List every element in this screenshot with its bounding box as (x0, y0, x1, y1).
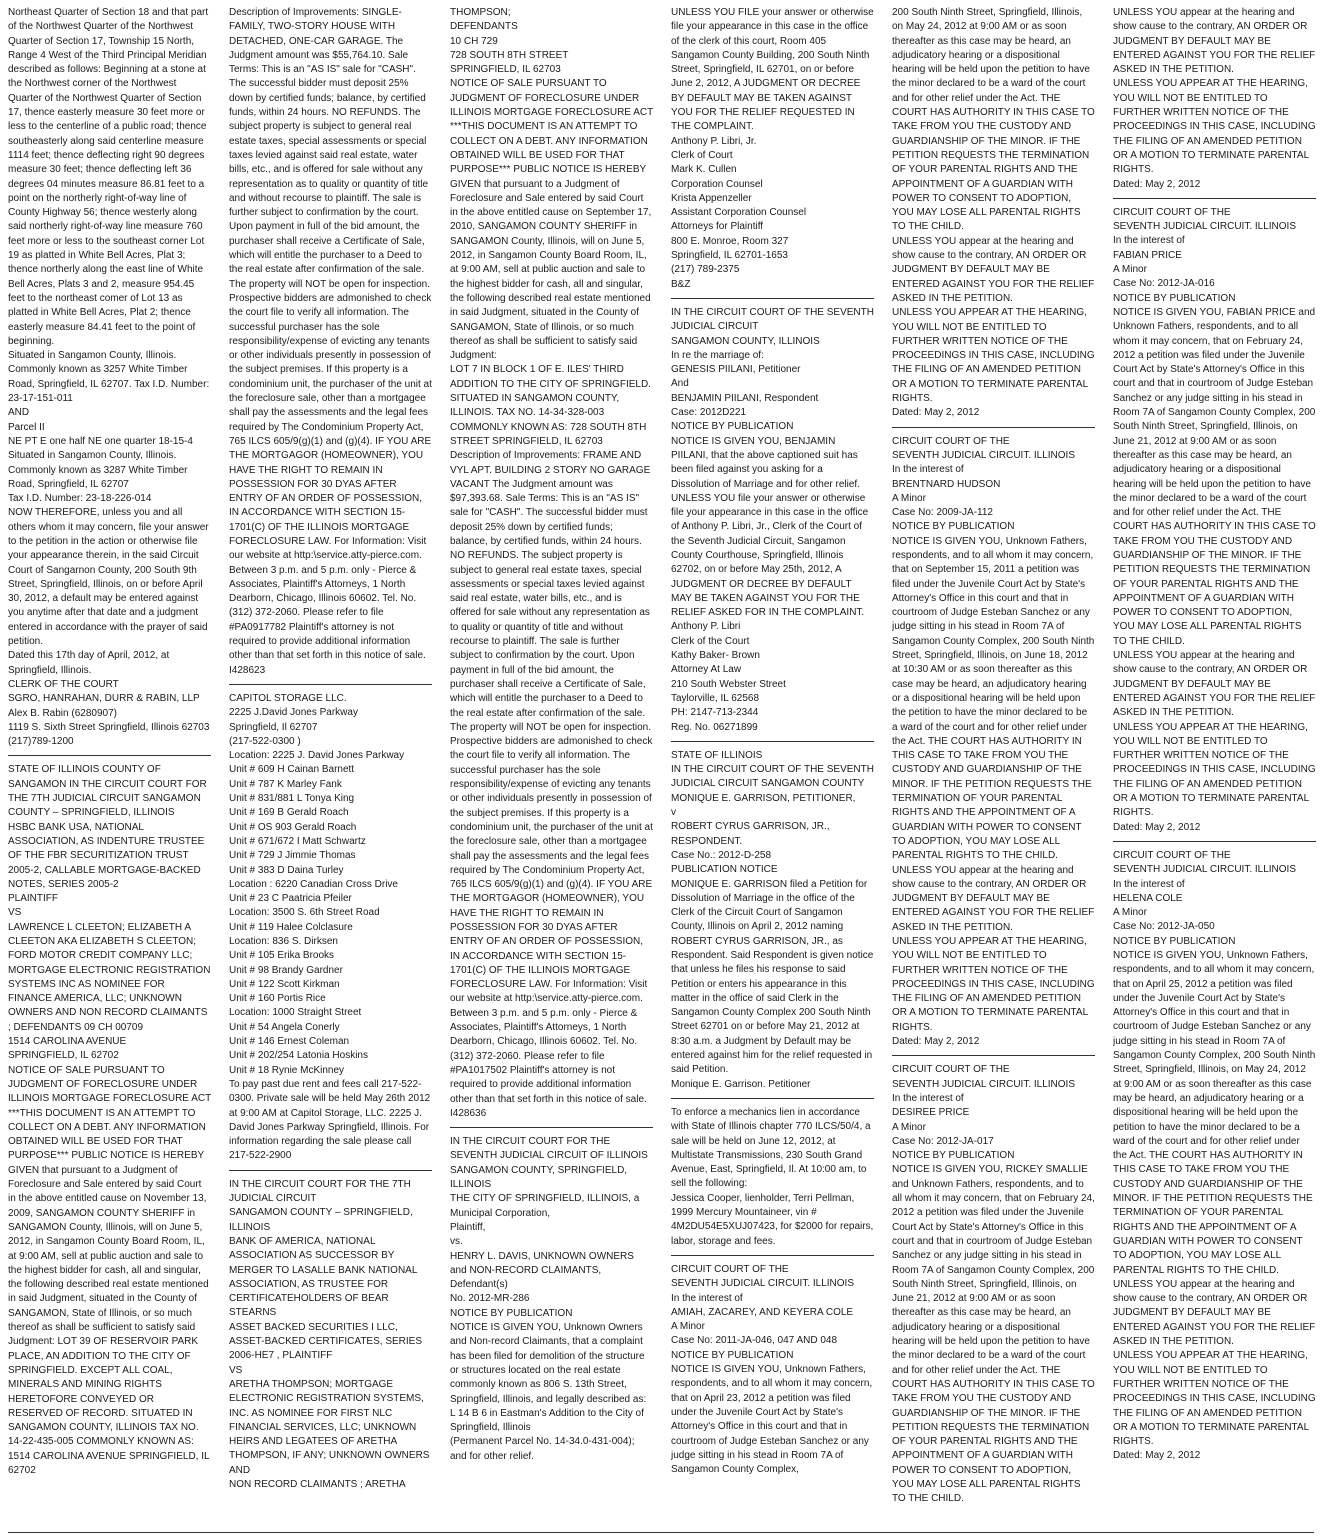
notice-line: 2225 J.David Jones Parkway (229, 707, 358, 719)
notice-line: CIRCUIT COURT OF THE (1113, 206, 1231, 218)
notice-line: Anthony P. Libri (671, 621, 741, 633)
notice-line: HELENA COLE (1113, 892, 1183, 904)
notice-divider (1113, 841, 1316, 842)
notice-line: BANK OF AMERICA, NATIONAL ASSOCIATION AS SUCCESSOR BY MERGER TO LASALLE BANK NATIONAL ASSOCIATION, AS TRUSTEE FOR CERTIFICATEHOLDERS OF BEAR STEARNS (229, 1235, 418, 1319)
notice-line: (217) 789-2375 (671, 264, 740, 276)
notice-line: Taylorville, IL 62568 (671, 692, 760, 704)
notice-line: Corporation Counsel (671, 178, 763, 190)
legal-notice (892, 1063, 1095, 1506)
notice-divider (1113, 198, 1316, 199)
notice-line: NON RECORD CLAIMANTS ; ARETHA (229, 1478, 406, 1490)
notice-line: SEVENTH JUDICIAL CIRCUIT. ILLINOIS (1113, 221, 1296, 233)
notice-line: UNLESS YOU APPEAR AT THE HEARING, YOU WILL NOT BE ENTITLED TO FURTHER WRITTEN NOTICE OF THE PROCEEDINGS IN THIS CASE, INCLUDING THE FILING OF AN AMENDED PETITION OR A MOTION TO TERMINATE PARENTAL RIGHTS. (1113, 78, 1316, 176)
notice-line: Commonly known as 3257 White Timber Road, Springfield, IL 62707. Tax I.D. Number: 23-17-151-011 (8, 364, 210, 405)
notice-line: 10 CH 729 (450, 35, 498, 47)
notice-line: Case No.: 2012-D-258 (671, 849, 772, 861)
notice-line: No. 2012-MR-286 (450, 1293, 530, 1305)
notice-line: Unit # 105 Erika Brooks (229, 950, 335, 962)
notice-line: Unit # 122 Scott Kirkman (229, 978, 340, 990)
notice-line: 800 E. Monroe, Room 327 (671, 235, 789, 247)
notice-line: MONIQUE E. GARRISON filed a Petition for Dissolution of Marriage in the office of the Clerk of the Circuit Court of Sangamon County, Illinois on April 2, 2012 naming ROBERT CYRUS GARRISON, JR., as Respondent. Said Respondent is given notice that unless he files his response to said Petition or enters his appearance in this matter in the office of said Clerk in the Sangamon County Complex 200 South Ninth Street 62701 on or before May 21, 2012 at 8:30 a.m. a Judgment by Default may be entered against him for the relief requested in said Petition. (671, 878, 874, 1076)
notice-line: Mark K. Cullen (671, 164, 737, 176)
notice-line: CAPITOL STORAGE LLC. (229, 692, 347, 704)
notice-line: I428623 (229, 664, 266, 676)
notice-line: UNLESS YOU appear at the hearing and show cause to the contrary, AN ORDER OR JUDGMENT BY DEFAULT MAY BE ENTERED AGAINST YOU FOR THE RELIEF ASKED IN THE PETITION. (892, 864, 1095, 933)
notice-divider (892, 1055, 1095, 1056)
legal-notices-page (8, 6, 1314, 1528)
legal-notice (229, 1178, 432, 1493)
legal-notice (671, 1263, 874, 1477)
notice-line: PUBLICATION NOTICE (671, 864, 778, 876)
notice-line: NOTICE IS GIVEN YOU, Unknown Owners and Non-record Claimants, that a complaint has been filed for demolition of the structure or structures located on the real estate commonly known as 806 S. 13th Street, Springfield, Illinois, and legally described as: (450, 1322, 647, 1405)
legal-notice (1113, 849, 1316, 1464)
notice-line: SANGAMON COUNTY, SPRINGFIELD, ILLINOIS (450, 1164, 628, 1191)
notice-line: A Minor (1113, 264, 1147, 276)
notice-line: NOTICE IS GIVEN YOU, FABIAN PRICE and Unknown Fathers, respondents, and to all whom it may concern, that on February 24, 2012 a petition was filed under the Juvenile Court Act by State's Attorney's Office in this court and that in courtroom of Judge Esteban Sanchez or any judge sitting in his stead in Room 7A of Sangamon County Complex, 200 South Ninth Street, Springfield, Illinois, on June 21, 2012 at 9:00 AM or as soon thereafter as this case may be heard, an adjudicatory hearing or a dispositional hearing will be held upon the petition to have the minor declared to be a ward of the court and for other relief under the Act. THE COURT HAS AUTHORITY IN THIS CASE TO TAKE FROM YOU THE CUSTODY AND GUARDIANSHIP OF THE MINOR. IF THE PETITION REQUESTS THE TERMINATION OF YOUR PARENTAL RIGHTS AND THE APPOINTMENT OF A GUARDIAN WITH POWER TO CONSENT TO ADOPTION, YOU MAY LOSE ALL PARENTAL RIGHTS TO THE CHILD. (1113, 306, 1316, 647)
notice-line: CIRCUIT COURT OF THE (1113, 849, 1231, 861)
notice-line: Attorneys for Plaintiff (671, 221, 764, 233)
notice-line: SANGAMON COUNTY, ILLINOIS (671, 335, 820, 347)
notice-line: NOTICE BY PUBLICATION (892, 521, 1015, 533)
notice-line: Unit # 202/254 Latonia Hoskins (229, 1050, 368, 1062)
notice-line: Clerk of the Court (671, 635, 750, 647)
notice-line: Location: 3500 S. 6th Street Road (229, 907, 380, 919)
notice-line: ROBERT CYRUS GARRISON, JR., RESPONDENT. (671, 821, 830, 847)
notice-line: Parcel II (8, 421, 45, 433)
notice-line: THE CITY OF SPRINGFIELD, ILLINOIS, a Municipal Corporation, (450, 1193, 640, 1219)
notice-line: Dated: May 2, 2012 (892, 407, 980, 419)
notice-line: Kathy Baker- Brown (671, 650, 760, 662)
notice-line: A Minor (1113, 907, 1147, 919)
notice-line: Case No: 2012-JA-016 (1113, 278, 1215, 290)
notice-line: A Minor (892, 1121, 926, 1133)
notice-line: BENJAMIN PIILANI, Respondent (671, 392, 819, 404)
notice-line: NOTICE BY PUBLICATION (892, 1150, 1015, 1162)
legal-notice (671, 6, 874, 292)
column-4 (671, 6, 874, 1528)
column-3 (450, 6, 653, 1528)
notice-line: I428636 (450, 1107, 487, 1119)
notice-line: B&Z (671, 278, 691, 290)
notice-line: FABIAN PRICE (1113, 249, 1182, 261)
legal-notice (671, 749, 874, 1092)
notice-line: SPRINGFIELD, IL 62703 (450, 64, 561, 76)
notice-line: Unit # 671/672 I Matt Schwartz (229, 835, 366, 847)
notice-line: Location: 1000 Straight Street (229, 1007, 362, 1019)
notice-line: ARETHA THOMPSON; MORTGAGE ELECTRONIC REGISTRATION SYSTEMS, INC. AS NOMINEE FOR FIRST NLC FINANCIAL SERVICES, LLC; UNKNOWN HEIRS AND LEGATEES OF ARETHA THOMPSON, IF ANY; UNKNOWN OWNERS AND (229, 1378, 430, 1476)
legal-notice (671, 306, 874, 735)
notice-line: Attorney At Law (671, 664, 742, 676)
notice-line: UNLESS YOU APPEAR AT THE HEARING, YOU WILL NOT BE ENTITLED TO FURTHER WRITTEN NOTICE OF THE PROCEEDINGS IN THIS CASE, INCLUDING THE FILING OF AN AMENDED PETITION OR A MOTION TO TERMINATE PARENTAL RIGHTS. (892, 936, 1095, 1033)
notice-line: HENRY L. DAVIS, UNKNOWN OWNERS and NON-RECORD CLAIMANTS, Defendant(s) (450, 1250, 634, 1291)
notice-line: Unit # 831/881 L Tonya King (229, 793, 355, 805)
column-5 (892, 6, 1095, 1528)
column-6 (1113, 6, 1316, 1528)
notice-line: PH: 2147-713-2344 (671, 707, 759, 719)
notice-divider (892, 427, 1095, 428)
notice-line: Springfield, Il 62707 (229, 721, 318, 733)
notice-line: NOTICE BY PUBLICATION (671, 1349, 794, 1361)
notice-divider (671, 741, 874, 742)
notice-line: Unit # 787 K Marley Fank (229, 778, 342, 790)
column-2 (229, 6, 432, 1528)
notice-line: UNLESS YOU file your answer or otherwise file your appearance in this case in the office of Anthony P. Libri, Jr., Clerk of the Court of the Seventh Judicial Circuit, Sangamon County Courthouse, Springfield, Illinois 62702, on or before May 25th, 2012, A JUDGMENT OR DECREE BY DEFAULT MAY BE TAKEN AGAINST YOU FOR THE RELIEF ASKED FOR IN THE COMPLAINT. (671, 492, 869, 619)
notice-line: Unit # OS 903 Gerald Roach (229, 821, 357, 833)
notice-line: Commonly known as 3287 White Timber Road, Springfield, IL 62707 (8, 464, 188, 490)
notice-line: IN THE CIRCUIT COURT OF THE SEVENTH JUDICIAL CIRCUIT (671, 306, 874, 333)
notice-line: NOTICE IS GIVEN YOU, Unknown Fathers, respondents, and to all whom it may concern, that on September 15, 2011 a petition was filed under the Juvenile Court Act by State's Attorney's Office in this court and that in courtroom of Judge Esteban Sanchez or any judge sitting in his stead in Room 7A of Sangamon County Complex, 200 South Ninth Street, Springfield, Illinois, on June 18, 2012 at 10:30 AM or as soon thereafter as this case may be heard, an adjudicatory hearing or a dispositional hearing will be held upon the petition to have the minor declared to be a ward of the court and for other relief under the Act. THE COURT HAS AUTHORITY IN THIS CASE TO TAKE FROM YOU THE CUSTODY AND GUARDIANSHIP OF THE MINOR. IF THE PETITION REQUESTS THE TERMINATION OF YOUR PARENTAL RIGHTS AND THE APPOINTMENT OF A GUARDIAN WITH POWER TO CONSENT TO ADOPTION, YOU MAY LOSE ALL PARENTAL RIGHTS TO THE CHILD. (892, 535, 1095, 862)
legal-notice (229, 6, 432, 678)
notice-line: STATE OF ILLINOIS COUNTY OF SANGAMON IN THE CIRCUIT COURT FOR THE 7TH JUDICIAL CIRCUIT SANGAMON COUNTY – SPRINGFIELD, ILLINOIS (8, 764, 207, 819)
notice-line: Description of Improvements: SINGLE-FAMILY, TWO-STORY HOUSE WITH DETACHED, ONE-CAR GARAGE. The Judgment amount was $55,764.10. Sale Terms: This is an "AS IS" sale for "CASH". The successful bidder must deposit 25% down by certified funds; balance, by certified funds, within 24 hours. NO REFUNDS. The subject property is subject to general real estate taxes, special assessments or special taxes levied against said real estate, water bills, etc., and is offered for sale without any representation as to quality or quantity of title and without recourse to plaintiff. The sale is further subject to confirmation by the court. Upon payment in full of the bid amount, the purchaser shall receive a Certificate of Sale, which will entitle the purchaser to a Deed to the real estate after confirmation of the sale. The property will NOT be open for inspection. Prospective bidders are admonished to check the court file to verify all information. The successful purchaser has the sole responsibility/expense of evicting any tenants or other individuals presently in possession of the subject premises. If this property is a condominium unit, the purchaser of the unit at the foreclosure sale, other than a mortgagee shall pay the assessments and the legal fees required by The Condominium Property Act, 765 ILCS 605/9(g)(1) and (g)(4). IF YOU ARE THE MORTGAGOR (HOMEOWNER), YOU HAVE THE RIGHT TO REMAIN IN POSSESSION FOR 30 DYAS AFTER ENTRY OF AN ORDER OF POSSESSION, IN ACCORDANCE WITH SECTION 15-1701(C) OF THE ILLINOIS MORTGAGE FORECLOSURE LAW. For Information: Visit our website at http:\service.atty-pierce.com. Between 3 p.m. and 5 p.m. only - Pierce & Associates, Plaintiff's Attorneys, 1 North Dearborn, Chicago, Illinois 60602. Tel. No. (312) 372-2060. Please refer to file #PA0917782 Plaintiff's attorney is not required to provide additional information other than that set forth in this notice of sale. (229, 7, 432, 662)
notice-line: Location : 6220 Canadian Cross Drive (229, 878, 398, 890)
notice-line: UNLESS YOU appear at the hearing and show cause to the contrary, AN ORDER OR JUDGMENT BY DEFAULT MAY BE ENTERED AGAINST YOU FOR THE RELIEF ASKED IN THE PETITION. (1113, 650, 1316, 719)
legal-notice (450, 6, 653, 1121)
notice-line: CIRCUIT COURT OF THE (892, 1064, 1010, 1076)
notice-line: PLAINTIFF (8, 893, 59, 905)
notice-line: UNLESS YOU appear at the hearing and show cause to the contrary, AN ORDER OR JUDGMENT BY DEFAULT MAY BE ENTERED AGAINST YOU FOR THE RELIEF ASKED IN THE PETITION. (1113, 1278, 1316, 1348)
notice-line: AND (8, 407, 30, 419)
notice-divider (229, 1170, 432, 1171)
notice-line: Unit # 146 Ernest Coleman (229, 1036, 350, 1048)
notice-line: UNLESS YOU APPEAR AT THE HEARING, YOU WILL NOT BE ENTITLED TO FURTHER WRITTEN NOTICE OF THE PROCEEDINGS IN THIS CASE, INCLUDING THE FILING OF AN AMENDED PETITION OR A MOTION TO TERMINATE PARENTAL RIGHTS. (1113, 1350, 1316, 1448)
notice-line: UNLESS YOU appear at the hearing and show cause to the contrary, AN ORDER OR JUDGMENT BY DEFAULT MAY BE ENTERED AGAINST YOU FOR THE RELIEF ASKED IN THE PETITION. (1113, 7, 1316, 76)
legal-notice (450, 1135, 653, 1464)
notice-divider (450, 1127, 653, 1128)
notice-line: Dated this 17th day of April, 2012, at Springfield, Illinois. (8, 650, 170, 676)
notice-line: Case: 2012D221 (671, 407, 747, 419)
notice-line: DEFENDANTS (450, 21, 518, 33)
legal-notice (229, 692, 432, 1164)
notice-line: NOTICE OF SALE PURSUANT TO JUDGMENT OF FORECLOSURE UNDER ILLINOIS MORTGAGE FORECLOSURE ACT ***THIS DOCUMENT IS AN ATTEMPT TO COLLECT ON A DEBT. ANY INFORMATION OBTAINED WILL BE USED FOR THAT PURPOSE*** PUBLIC NOTICE IS HEREBY GIVEN that pursuant to a Judgment of Foreclosure and Sale entered by said Court in the above entitled cause on November 13, 2009, SANGAMON COUNTY SHERIFF in SANGAMON County, Illinois, will on June 5, 2012, in Sangamon County Board Room, IL, at 9:00 AM, sell at public auction and sale to the highest bidder for cash, all and singular, the following described real estate mentioned in said Judgment, situated in the County of SANGAMON, State of Illinois, or so much thereof as shall be sufficient to satisfy said Judgment: LOT 39 OF RESERVOIR PARK PLACE, AN ADDITION TO THE CITY OF SPRINGFIELD. EXCEPT ALL COAL, MINERALS AND MINING RIGHTS HERETOFORE CONVEYED OR RESERVED OF RECORD. SITUATED IN SANGAMON COUNTY, ILLINOIS TAX NO. 14-22-435-005 COMMONLY KNOWN AS: 1514 CAROLINA AVENUE SPRINGFIELD, IL 62702 (8, 1064, 211, 1476)
notice-line: Unit # 54 Angela Conerly (229, 1021, 340, 1033)
notice-line: Location: 836 S. Dirksen (229, 936, 338, 947)
legal-notice (1113, 6, 1316, 192)
notice-line: GENESIS PIILANI, Petitioner (671, 364, 801, 376)
notice-line: Case No: 2011-JA-046, 047 AND 048 (671, 1335, 838, 1347)
notice-line: L 14 B 6 in Eastman's Addition to the City of Springfield, Illinois (450, 1407, 644, 1434)
notice-line: In the interest of (671, 1292, 743, 1304)
notice-line: Unit # 383 D Daina Turley (229, 864, 344, 876)
notice-line: 728 SOUTH 8TH STREET (450, 49, 569, 61)
notice-line: BRENTNARD HUDSON (892, 478, 1001, 490)
notice-line: NOTICE BY PUBLICATION (671, 421, 794, 433)
notice-line: Case No: 2012-JA-017 (892, 1135, 994, 1147)
notice-line: (217-522-0300 ) (229, 735, 301, 747)
notice-line: SEVENTH JUDICIAL CIRCUIT. ILLINOIS (892, 449, 1075, 461)
notice-line: NOTICE BY PUBLICATION (1113, 292, 1236, 304)
column-1 (8, 6, 211, 1528)
notice-line: Springfield, IL 62701-1653 (671, 250, 788, 262)
legal-notice (892, 435, 1095, 1050)
notice-line: 210 South Webster Street (671, 678, 786, 690)
notice-line: AMIAH, ZACAREY, AND KEYERA COLE (671, 1306, 854, 1318)
notice-line: A Minor (892, 492, 926, 504)
notice-line: Assistant Corporation Counsel (671, 207, 807, 219)
notice-divider (671, 1098, 874, 1099)
notice-line: 200 South Ninth Street, Springfield, Illinois, on May 24, 2012 at 9:00 AM or as soon thereafter as this case may be heard, an adjudicatory hearing or a dispositional hearing will be held upon the petition to have the minor declared to be a ward of the court and for other relief under the Act. THE COURT HAS AUTHORITY IN THIS CASE TO TAKE FROM YOU THE CUSTODY AND GUARDIANSHIP OF THE MINOR. IF THE PETITION REQUESTS THE TERMINATION OF YOUR PARENTAL RIGHTS AND THE APPOINTMENT OF A GUARDIAN WITH POWER TO CONSENT TO ADOPTION, YOU MAY LOSE ALL PARENTAL RIGHTS TO THE CHILD. (892, 7, 1095, 233)
notice-line: IN THE CIRCUIT COURT FOR THE SEVENTH JUDICIAL CIRCUIT OF ILLINOIS (450, 1136, 648, 1162)
page-bottom-rule (8, 1532, 1314, 1533)
notice-line: SPRINGFIELD, IL 62702 (8, 1050, 119, 1062)
notice-line: UNLESS YOU appear at the hearing and show cause to the contrary, AN ORDER OR JUDGMENT BY DEFAULT MAY BE ENTERED AGAINST YOU FOR THE RELIEF ASKED IN THE PETITION. (892, 235, 1095, 304)
notice-line: SEVENTH JUDICIAL CIRCUIT. ILLINOIS (671, 1278, 854, 1290)
notice-line: STATE OF ILLINOIS (671, 749, 763, 761)
notice-line: Jessica Cooper, lienholder, Terri Pellman, 1999 Mercury Mountaineer, vin # 4M2DU54E5XUJ07423, for $2000 for repairs, labor, storage and fees. (671, 1192, 874, 1247)
notice-line: Plaintiff, (450, 1221, 486, 1233)
notice-line: MONIQUE E. GARRISON, PETITIONER, (671, 792, 856, 804)
notice-line: Northeast Quarter of Section 18 and that part of the Northwest Quarter of the Northwest Quarter of Section 17, Township 15 North, Range 4 West of the Third Principal Meridian described as follows: Beginning at a stone at the Northwest corner of the Northwest Quarter of the Northwest Quarter of Section 17, thence easterly measure 30 feet more or less to the centerline of a public road; thence southeasterly along said centerline measure 1114 feet; thence deflecting right 90 degrees measure 30 feet; thence deflecting left 36 degrees 04 minutes measure 86.81 feet to a point on the northerly right-of-way line of County Highway 56; thence westerly along said northerly right-of-way line measure 760 feet more or less to the southeast corner Lot 19 as platted in White Bell Acres, Plat 3; thence northerly along the east line of White Bell Acres, Plats 3 and 2, measure 954.45 feet to the northeast comer of Lot 13 as platted in White Bell Acres, Plat 2; thence easterly measure 84.41 feet to the point of beginning. (8, 7, 209, 347)
legal-notice (8, 763, 211, 1478)
notice-line: Unit # 18 Rynie McKinney (229, 1064, 345, 1076)
notice-line: SEVENTH JUDICIAL CIRCUIT. ILLINOIS (1113, 864, 1296, 876)
notice-line: Unit # 119 Halee Colclasure (229, 921, 353, 933)
notice-line: To enforce a mechanics lien in accordance with State of Illinois chapter 770 ILCS/50/4, a sale will be held on June 12, 2012, at Multistate Transmissions, 230 South Grand Avenue, East, Springfield, Il. At 10:00 am, to sell the following: (671, 1106, 871, 1190)
notice-line: IN THE CIRCUIT COURT FOR THE 7TH JUDICIAL CIRCUIT (229, 1178, 411, 1205)
legal-notice (1113, 206, 1316, 835)
notice-line: And (671, 378, 689, 390)
notice-line: LAWRENCE L CLEETON; ELIZABETH A CLEETON AKA ELIZABETH S CLEETON; FORD MOTOR CREDIT COMPANY LLC; MORTGAGE ELECTRONIC REGISTRATION SYSTEMS INC AS NOMINEE FOR FINANCE AMERICA, LLC; UNKNOWN OWNERS AND NON RECORD CLAIMANTS ; DEFENDANTS 09 CH 00709 (8, 921, 211, 1033)
notice-line: DESIREE PRICE (892, 1107, 970, 1119)
notice-line: Unit # 23 C Paatricia Pfeiler (229, 893, 352, 905)
notice-line: Case No: 2012-JA-050 (1113, 921, 1215, 933)
notice-line: A Minor (671, 1321, 705, 1333)
notice-line: NOTICE BY PUBLICATION (450, 1307, 573, 1319)
notice-line: Unit # 609 H Cainan Barnett (229, 764, 355, 776)
notice-line: Krista Appenzeller (671, 192, 752, 204)
notice-line: v (671, 807, 676, 819)
notice-line: UNLESS YOU FILE your answer or otherwise file your appearance in this case in the office of the clerk of this court, Room 405 Sangamon County Building, 200 South Ninth Street, Springfield, IL 62701, on or before June 2, 2012, A JUDGMENT OR DECREE BY DEFAULT MAY BE TAKEN AGAINST YOU FOR THE RELIEF REQUESTED IN THE COMPLAINT. (671, 7, 874, 133)
notice-line: CIRCUIT COURT OF THE (671, 1263, 789, 1275)
notice-line: In the interest of (1113, 878, 1185, 890)
legal-notice (892, 6, 1095, 421)
notice-line: Alex B. Rabin (6280907) (8, 707, 117, 719)
notice-line: Tax I.D. Number: 23-18-226-014 (8, 493, 152, 505)
notice-line: Dated: May 2, 2012 (1113, 178, 1201, 190)
notice-line: To pay past due rent and fees call 217-522-0300. Private sale will be held May 26th 2012 at 9:00 AM at Capitol Storage, LLC. 2225 J. David Jones Parkway Springfield, Illinois. For information regarding the sale please call 217-522-2900 (229, 1078, 431, 1162)
notice-divider (229, 684, 432, 685)
notice-line: In re the marriage of: (671, 349, 764, 361)
notice-line: Anthony P. Libri, Jr. (671, 135, 757, 147)
notice-line: Unit # 169 B Gerald Roach (229, 807, 349, 819)
notice-line: 1514 CAROLINA AVENUE (8, 1036, 127, 1048)
notice-line: Unit # 98 Brandy Gardner (229, 964, 343, 976)
notice-line: Unit # 160 Portis Rice (229, 993, 326, 1005)
legal-notice (671, 1106, 874, 1249)
notice-line: Location: 2225 J. David Jones Parkway (229, 750, 405, 762)
notice-line: Unit # 729 J Jimmie Thomas (229, 850, 356, 862)
notice-line: NOTICE IS GIVEN YOU, RICKEY SMALLIE and Unknown Fathers, respondents, and to all whom it may concern, that on February 24, 2012 a petition was filed under the Juvenile Court Act by State's Attorney's Office in this court and that in courtroom of Judge Esteban Sanchez or any judge sitting in his stead in Room 7A of Sangamon County Complex, 200 South Ninth Street, Springfield, Illinois, on June 21, 2012 at 9:00 AM or as soon thereafter as this case may be heard, an adjudicatory hearing or a dispositional hearing will be held upon the petition to have the minor declared to be a ward of the court and for other relief under the Act. THE COURT HAS AUTHORITY IN THIS CASE TO TAKE FROM YOU THE CUSTODY AND GUARDIANSHIP OF THE MINOR. IF THE PETITION REQUESTS THE TERMINATION OF YOUR PARENTAL RIGHTS AND THE APPOINTMENT OF A GUARDIAN WITH POWER TO CONSENT TO ADOPTION, YOU MAY LOSE ALL PARENTAL RIGHTS TO THE CHILD. (892, 1164, 1095, 1505)
notice-line: NOTICE BY PUBLICATION (1113, 935, 1236, 947)
notice-line: SEVENTH JUDICIAL CIRCUIT. ILLINOIS (892, 1078, 1075, 1090)
notice-line: NE PT E one half NE one quarter 18-15-4 Situated in Sangamon County, Illinois. (8, 435, 193, 462)
notice-line: Clerk of Court (671, 149, 733, 161)
notice-line: VS (229, 1364, 243, 1376)
notice-line: UNLESS YOU APPEAR AT THE HEARING, YOU WILL NOT BE ENTITLED TO FURTHER WRITTEN NOTICE OF THE PROCEEDINGS IN THIS CASE, INCLUDING THE FILING OF AN AMENDED PETITION OR A MOTION TO TERMINATE PARENTAL RIGHTS. (1113, 721, 1316, 819)
notice-line: VS (8, 907, 22, 919)
notice-line: Dated: May 2, 2012 (1113, 1450, 1201, 1462)
notice-line: NOTICE OF SALE PURSUANT TO JUDGMENT OF FORECLOSURE UNDER ILLINOIS MORTGAGE FORECLOSURE ACT ***THIS DOCUMENT IS AN ATTEMPT TO COLLECT ON A DEBT. ANY INFORMATION OBTAINED WILL BE USED FOR THAT PURPOSE*** PUBLIC NOTICE IS HEREBY GIVEN that pursuant to a Judgment of Foreclosure and Sale entered by said Court in the above entitled cause on September 17, 2010, SANGAMON COUNTY SHERIFF in SANGAMON County, Illinois, will on June 5, 2012, in Sangamon County Board Room, IL, at 9:00 AM, sell at public auction and sale to the highest bidder for cash, all and singular, the following described real estate mentioned in said Judgment, situated in the County of SANGAMON, State of Illinois, or so much thereof as shall be sufficient to satisfy said Judgment: (450, 78, 653, 362)
notice-line: In the interest of (892, 1092, 964, 1104)
notice-line: Dated: May 2, 2012 (1113, 821, 1201, 833)
notice-line: UNLESS YOU APPEAR AT THE HEARING, YOU WILL NOT BE ENTITLED TO FURTHER WRITTEN NOTICE OF THE PROCEEDINGS IN THIS CASE, INCLUDING THE FILING OF AN AMENDED PETITION OR A MOTION TO TERMINATE PARENTAL RIGHTS. (892, 307, 1095, 405)
notice-line: CLERK OF THE COURT (8, 678, 119, 690)
notice-line: vs. (450, 1236, 463, 1248)
notice-line: NOTICE IS GIVEN YOU, Unknown Fathers, respondents, and to all whom it may concern, that on April 23, 2012 a petition was filed under the Juvenile Court Act by State's Attorney's Office in this court and that in courtroom of Judge Esteban Sanchez or any judge sitting in his stead in Room 7A of Sangamon County Complex, (671, 1364, 873, 1476)
notice-divider (671, 1255, 874, 1256)
notice-line: NOTICE IS GIVEN YOU, BENJAMIN PIILANI, that the above captioned suit has been filed against you asking for a Dissolution of Marriage and for other relief. (671, 435, 860, 490)
notice-line: ASSET BACKED SECURITIES I LLC, ASSET-BACKED CERTIFICATES, SERIES 2006-HE7 , PLAINTIFF (229, 1321, 423, 1362)
notice-line: SGRO, HANRAHAN, DURR & RABIN, LLP (8, 693, 200, 705)
notice-divider (8, 755, 211, 756)
notice-line: In the interest of (1113, 235, 1185, 247)
notice-line: IN THE CIRCUIT COURT OF THE SEVENTH JUDICIAL CIRCUIT SANGAMON COUNTY (671, 764, 874, 790)
notice-line: (Permanent Parcel No. 14-34.0-431-004); and for other relief. (450, 1436, 635, 1462)
notice-line: LOT 7 IN BLOCK 1 OF E. ILES' THIRD ADDITION TO THE CITY OF SPRINGFIELD. SITUATED IN SANGAMON COUNTY, ILLINOIS. TAX NO. 14-34-328-003 COMMONLY KNOWN AS: 728 SOUTH 8TH STREET SPRINGFIELD, IL 62703 Description of Improvements: FRAME AND VYL APT. BUILDING 2 STORY NO GARAGE VACANT The Judgment amount was $97,393.68. Sale Terms: This is an "AS IS" sale for "CASH". The successful bidder must deposit 25% down by certified funds; balance, by certified funds, within 24 hours. NO REFUNDS. The subject property is subject to general real estate taxes, special assessments or special taxes levied against said real estate, water bills, etc., and is offered for sale without any representation as to quality or quantity of title and without recourse to plaintiff. The sale is further subject to confirmation by the court. Upon payment in full of the bid amount, the purchaser shall receive a Certificate of Sale, which will entitle the purchaser to a Deed to the real estate after confirmation of the sale. The property will NOT be open for inspection. Prospective bidders are admonished to check the court file to verify all information. The successful purchaser has the sole responsibility/expense of evicting any tenants or other individuals presently in possession of the subject premises. If this property is a condominium unit, the purchaser of the unit at the foreclosure sale, other than a mortgagee shall pay the assessments and the legal fees required by The Condominium Property Act, 765 ILCS 605/9(g)(1) and (g)(4). IF YOU ARE THE MORTGAGOR (HOMEOWNER), YOU HAVE THE RIGHT TO REMAIN IN POSSESSION FOR 30 DYAS AFTER ENTRY OF AN ORDER OF POSSESSION, IN ACCORDANCE WITH SECTION 15-1701(C) OF THE ILLINOIS MORTGAGE FORECLOSURE LAW. For Information: Visit our website at http:\service.atty-pierce.com. Between 3 p.m. and 5 p.m. only - Pierce & Associates, Plaintiff's Attorneys, 1 North Dearborn, Chicago, Illinois 60602. Tel. No. (312) 372-2060. Please refer to file #PA1017502 Plaintiff's attorney is not required to provide additional information other than that set forth in this notice of sale. (450, 364, 653, 1105)
notice-line: In the interest of (892, 464, 964, 476)
notice-line: NOW THEREFORE, unless you and all others whom it may concern, file your answer to the petition in the action or otherwise file your appearance therein, in the said Circuit Court of Sangarnon County, 200 South 9th Street, Springfield, Illinois, on or before April 30, 2012, a default may be entered against you anytime after that date and a judgment entered in accordance with the prayer of said petition. (8, 507, 209, 648)
notice-line: Situated in Sangamon County, Illinois. (8, 350, 177, 362)
notice-line: Case No: 2009-JA-112 (892, 507, 993, 519)
notice-line: NOTICE IS GIVEN YOU, Unknown Fathers, respondents, and to all whom it may concern, that on April 25, 2012 a petition was filed under the Juvenile Court Act by State's Attorney's Office in this court and that in courtroom of Judge Esteban Sanchez or any judge sitting in his stead in Room 7A of Sangamon County Complex, 200 South Ninth Street, Springfield, Illinois, on May 24, 2012 at 9:00 AM or as soon thereafter as this case may be heard, an adjudicatory hearing or a dispositional hearing will be held upon the petition to have the minor declared to be a ward of the court and for other relief under the Act. THE COURT HAS AUTHORITY IN THIS CASE TO TAKE FROM YOU THE CUSTODY AND GUARDIANSHIP OF THE MINOR. IF THE PETITION REQUESTS THE TERMINATION OF YOUR PARENTAL RIGHTS AND THE APPOINTMENT OF A GUARDIAN WITH POWER TO CONSENT TO ADOPTION, YOU MAY LOSE ALL PARENTAL RIGHTS TO THE CHILD. (1113, 950, 1316, 1276)
notice-line: Reg. No. 06271899 (671, 721, 758, 733)
notice-line: 1119 S. Sixth Street Springfield, Illinois 62703 (217)789-1200 (8, 721, 210, 748)
notice-divider (671, 298, 874, 299)
notice-line: Dated: May 2, 2012 (892, 1036, 980, 1048)
notice-line: CIRCUIT COURT OF THE (892, 435, 1010, 447)
notice-line: THOMPSON; (450, 7, 511, 18)
notice-line: SANGAMON COUNTY – SPRINGFIELD, ILLINOIS (229, 1207, 413, 1233)
legal-notice (8, 6, 211, 749)
notice-line: Monique E. Garrison. Petitioner (671, 1078, 811, 1090)
notice-line: HSBC BANK USA, NATIONAL ASSOCIATION, AS INDENTURE TRUSTEE OF THE FBR SECURITIZATION TRUST 2005-2, CALLABLE MORTGAGE-BACKED NOTES, SERIES 2005-2 (8, 821, 205, 890)
